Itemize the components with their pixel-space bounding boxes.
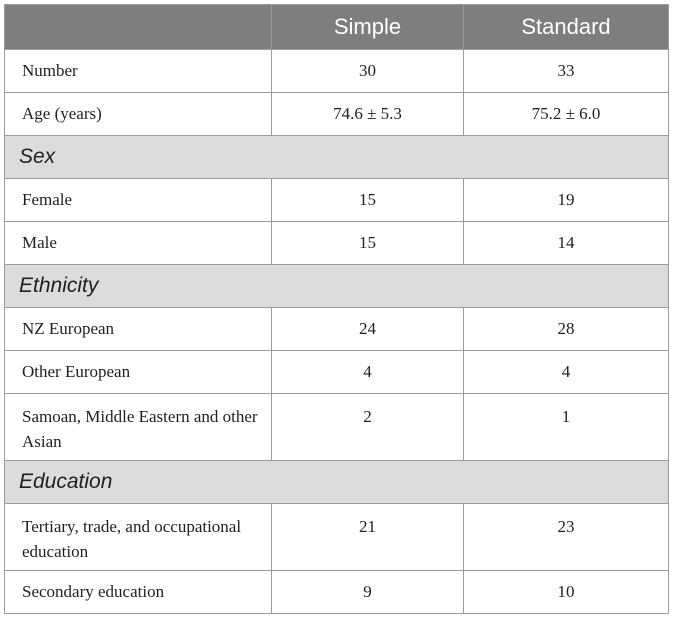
cell-standard: 4 [464, 351, 669, 394]
table-row-secondary [5, 571, 669, 614]
section-title: Ethnicity [5, 265, 669, 308]
header-cell-simple: Simple [272, 5, 464, 50]
header-cell-standard: Standard [464, 5, 669, 50]
section-header-education [5, 461, 669, 504]
cell-simple: 24 [272, 308, 464, 351]
cell-standard: 19 [464, 179, 669, 222]
table-row-female [5, 179, 669, 222]
row-label: Female [5, 179, 272, 222]
row-label: Number [5, 50, 272, 93]
row-label: Samoan, Middle Eastern and other Asian [5, 394, 272, 461]
table-row-male [5, 222, 669, 265]
row-label: Secondary education [5, 571, 272, 614]
header-cell-empty [5, 5, 272, 50]
table-row-age [5, 93, 669, 136]
section-header-sex [5, 136, 669, 179]
cell-standard: 14 [464, 222, 669, 265]
table-row-number [5, 50, 669, 93]
row-label: Age (years) [5, 93, 272, 136]
cell-simple: 9 [272, 571, 464, 614]
cell-simple: 15 [272, 222, 464, 265]
demographics-table [4, 4, 669, 614]
cell-standard: 23 [464, 504, 669, 571]
table-row-nz-european [5, 308, 669, 351]
cell-standard: 28 [464, 308, 669, 351]
row-label: NZ European [5, 308, 272, 351]
cell-simple: 30 [272, 50, 464, 93]
row-label: Male [5, 222, 272, 265]
cell-standard: 1 [464, 394, 669, 461]
table-row-other-european [5, 351, 669, 394]
row-label: Other European [5, 351, 272, 394]
row-label: Tertiary, trade, and occupational education [5, 504, 272, 571]
cell-standard: 10 [464, 571, 669, 614]
table-header-row [5, 5, 669, 50]
section-title: Education [5, 461, 669, 504]
cell-standard: 75.2 ± 6.0 [464, 93, 669, 136]
cell-simple: 21 [272, 504, 464, 571]
cell-standard: 33 [464, 50, 669, 93]
cell-simple: 4 [272, 351, 464, 394]
table-row-samoan-middle-eastern-asian [5, 394, 669, 461]
cell-simple: 74.6 ± 5.3 [272, 93, 464, 136]
cell-simple: 2 [272, 394, 464, 461]
table-row-tertiary [5, 504, 669, 571]
section-header-ethnicity [5, 265, 669, 308]
section-title: Sex [5, 136, 669, 179]
cell-simple: 15 [272, 179, 464, 222]
